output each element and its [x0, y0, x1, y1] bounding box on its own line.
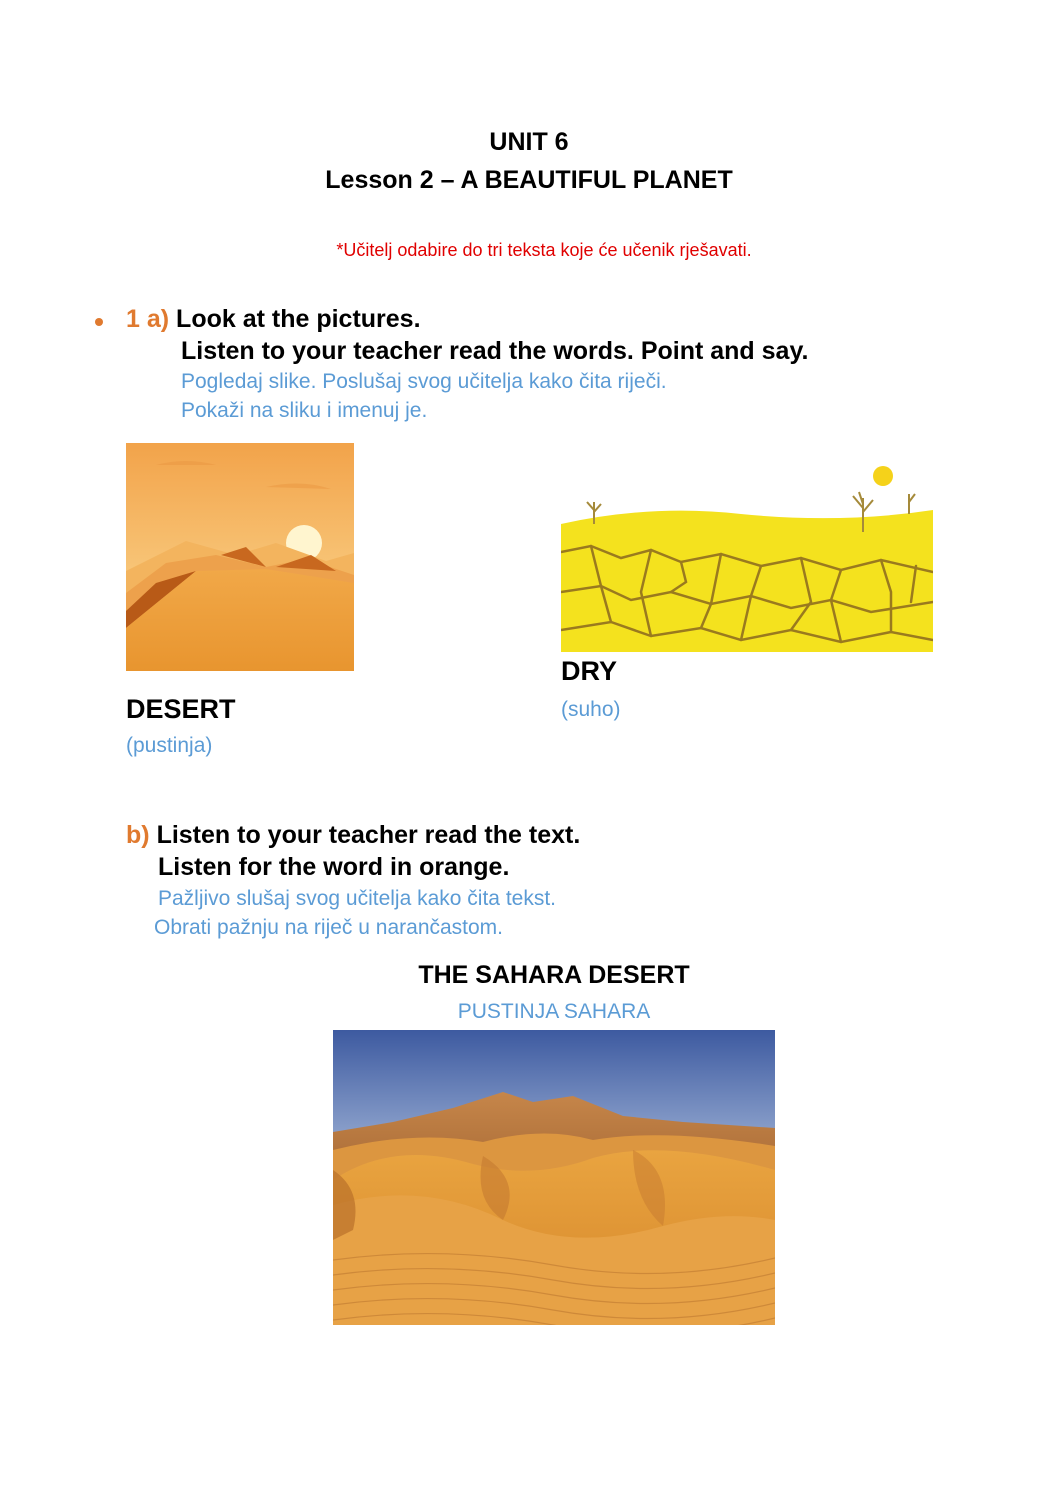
lesson-title: Lesson 2 – A BEAUTIFUL PLANET: [325, 166, 733, 194]
task-1a-marker: 1 a): [126, 305, 170, 333]
word-desert: DESERT: [126, 694, 236, 724]
unit-title: UNIT 6: [489, 128, 569, 156]
teacher-note: *Učitelj odabire do tri teksta koje će učenik rješavati.: [336, 240, 752, 260]
task-1a-translation1: Pogledaj slike. Poslušaj svog učitelja kako čita riječi.: [181, 370, 667, 393]
task-1a-line1: Look at the pictures.: [176, 305, 421, 333]
task-1b-marker: b): [126, 821, 150, 849]
reading-title: THE SAHARA DESERT: [418, 961, 690, 989]
task-1b-translation1: Pažljivo slušaj svog učitelja kako čita tekst.: [158, 887, 557, 910]
task-1b-line2: Listen for the word in orange.: [158, 853, 510, 881]
task-1b-translation2: Obrati pažnju na riječ u narančastom.: [154, 916, 504, 939]
task-1b-line1: Listen to your teacher read the text.: [156, 821, 581, 849]
task-1a-line2: Listen to your teacher read the words. Point and say.: [181, 337, 809, 365]
bullet-icon: [95, 318, 103, 326]
word-dry-translation: (suho): [561, 698, 621, 721]
desert-dunes-illustration: [126, 443, 354, 671]
task-1b-heading: [126, 821, 580, 850]
task-1a-translation2: Pokaži na sliku i imenuj je.: [181, 399, 428, 422]
word-desert-translation: (pustinja): [126, 734, 213, 757]
word-dry: DRY: [561, 656, 618, 686]
reading-title-translation: PUSTINJA SAHARA: [457, 1000, 651, 1023]
sahara-desert-photo: [333, 1030, 775, 1325]
cracked-dry-earth-illustration: [561, 462, 933, 652]
task-1a-heading: [126, 305, 421, 334]
